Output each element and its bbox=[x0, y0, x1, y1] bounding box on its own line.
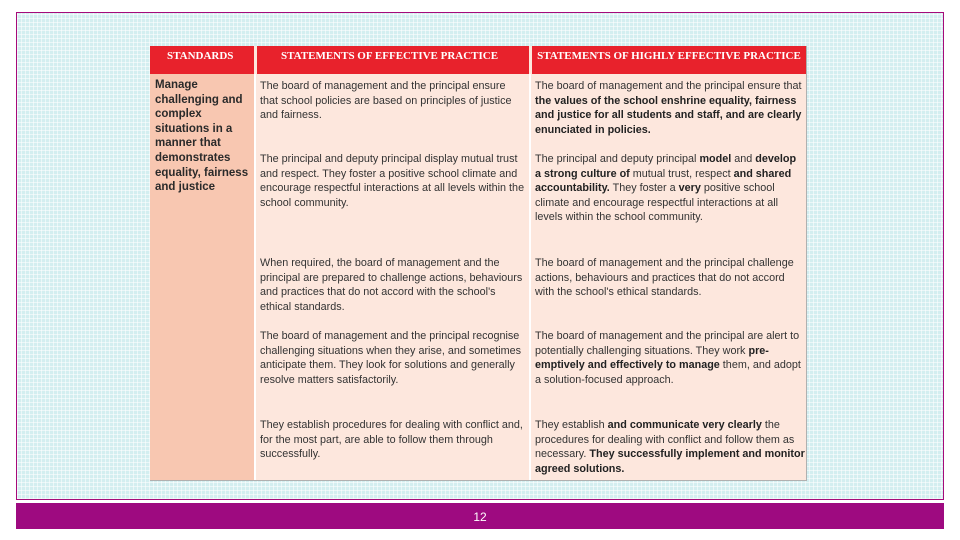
effective-statement: The board of management and the principal recognise challenging situations when they arise, and sometimes anticipate them. They look for solutions and generally resolve matters satisfactorily. bbox=[260, 330, 522, 386]
statement-text: mutual trust, respect bbox=[629, 167, 734, 180]
emphasised-text: model bbox=[699, 153, 732, 165]
emphasised-text: pre-emptively and effectively to manage bbox=[535, 344, 769, 372]
statement-text: The board of management and the principal ensure that bbox=[535, 80, 802, 92]
highly-effective-statement bbox=[535, 329, 805, 387]
emphasised-text: very bbox=[678, 182, 701, 195]
statement-text: The board of management and the principal challenge actions, behaviours and practices that do not accord with the school's ethical standards. bbox=[535, 257, 794, 299]
emphasised-text: and shared accountability. bbox=[535, 167, 792, 195]
statement-text: They foster a bbox=[609, 182, 679, 195]
effective-statement: When required, the board of management and the principal are prepared to challenge actions, behaviours and practices that do not accord with the school's ethical standards. bbox=[260, 257, 523, 313]
effective-statement: The board of management and the principal ensure that school policies are based on principles of justice and fairness. bbox=[260, 80, 512, 122]
column-divider bbox=[529, 74, 531, 480]
statement-text: The principal and deputy principal bbox=[535, 153, 700, 165]
statement-text: They establish bbox=[535, 419, 608, 431]
emphasised-text: and communicate very clearly bbox=[607, 419, 762, 431]
highly-effective-statement bbox=[535, 418, 805, 476]
header-effective-practice: STATEMENTS OF EFFECTIVE PRACTICE bbox=[257, 46, 529, 74]
emphasised-text: develop a strong culture of bbox=[535, 153, 797, 180]
header-highly-effective-practice: STATEMENTS OF HIGHLY EFFECTIVE PRACTICE bbox=[532, 46, 806, 74]
column-divider bbox=[254, 74, 256, 480]
footer-bar bbox=[16, 503, 944, 529]
statement-text: The board of management and the principal are alert to potentially challenging situations. They work bbox=[535, 330, 800, 357]
highly-effective-statement bbox=[535, 256, 805, 300]
emphasised-text: the values of the school enshrine equality, fairness and justice for all students and staff, and are clearly enunciated in policies. bbox=[535, 94, 802, 136]
header-standards: STANDARDS bbox=[150, 46, 254, 74]
statement-text: and bbox=[731, 153, 756, 165]
effective-statement: They establish procedures for dealing with conflict and, for the most part, are able to follow them through successfully. bbox=[260, 419, 523, 461]
effective-statement: The principal and deputy principal display mutual trust and respect. They foster a positive school climate and encourage respectful interactions at all levels within the school community. bbox=[260, 153, 525, 209]
highly-effective-statement bbox=[535, 79, 805, 137]
statement-text: them, and adopt a solution-focused approach. bbox=[535, 359, 801, 386]
standards-table bbox=[150, 46, 807, 481]
standard-text: Manage challenging and complex situations in a manner that demonstrates equality, fairness and justice bbox=[155, 79, 249, 194]
emphasised-text: They successfully implement and monitor agreed solutions. bbox=[535, 448, 805, 475]
statement-text: positive school climate and encourage respectful interactions at all levels within the school community. bbox=[535, 182, 779, 224]
statement-text: the procedures for dealing with conflict and follow them as necessary. bbox=[535, 419, 795, 461]
page-number: 12 bbox=[473, 510, 487, 524]
highly-effective-statement bbox=[535, 152, 805, 225]
